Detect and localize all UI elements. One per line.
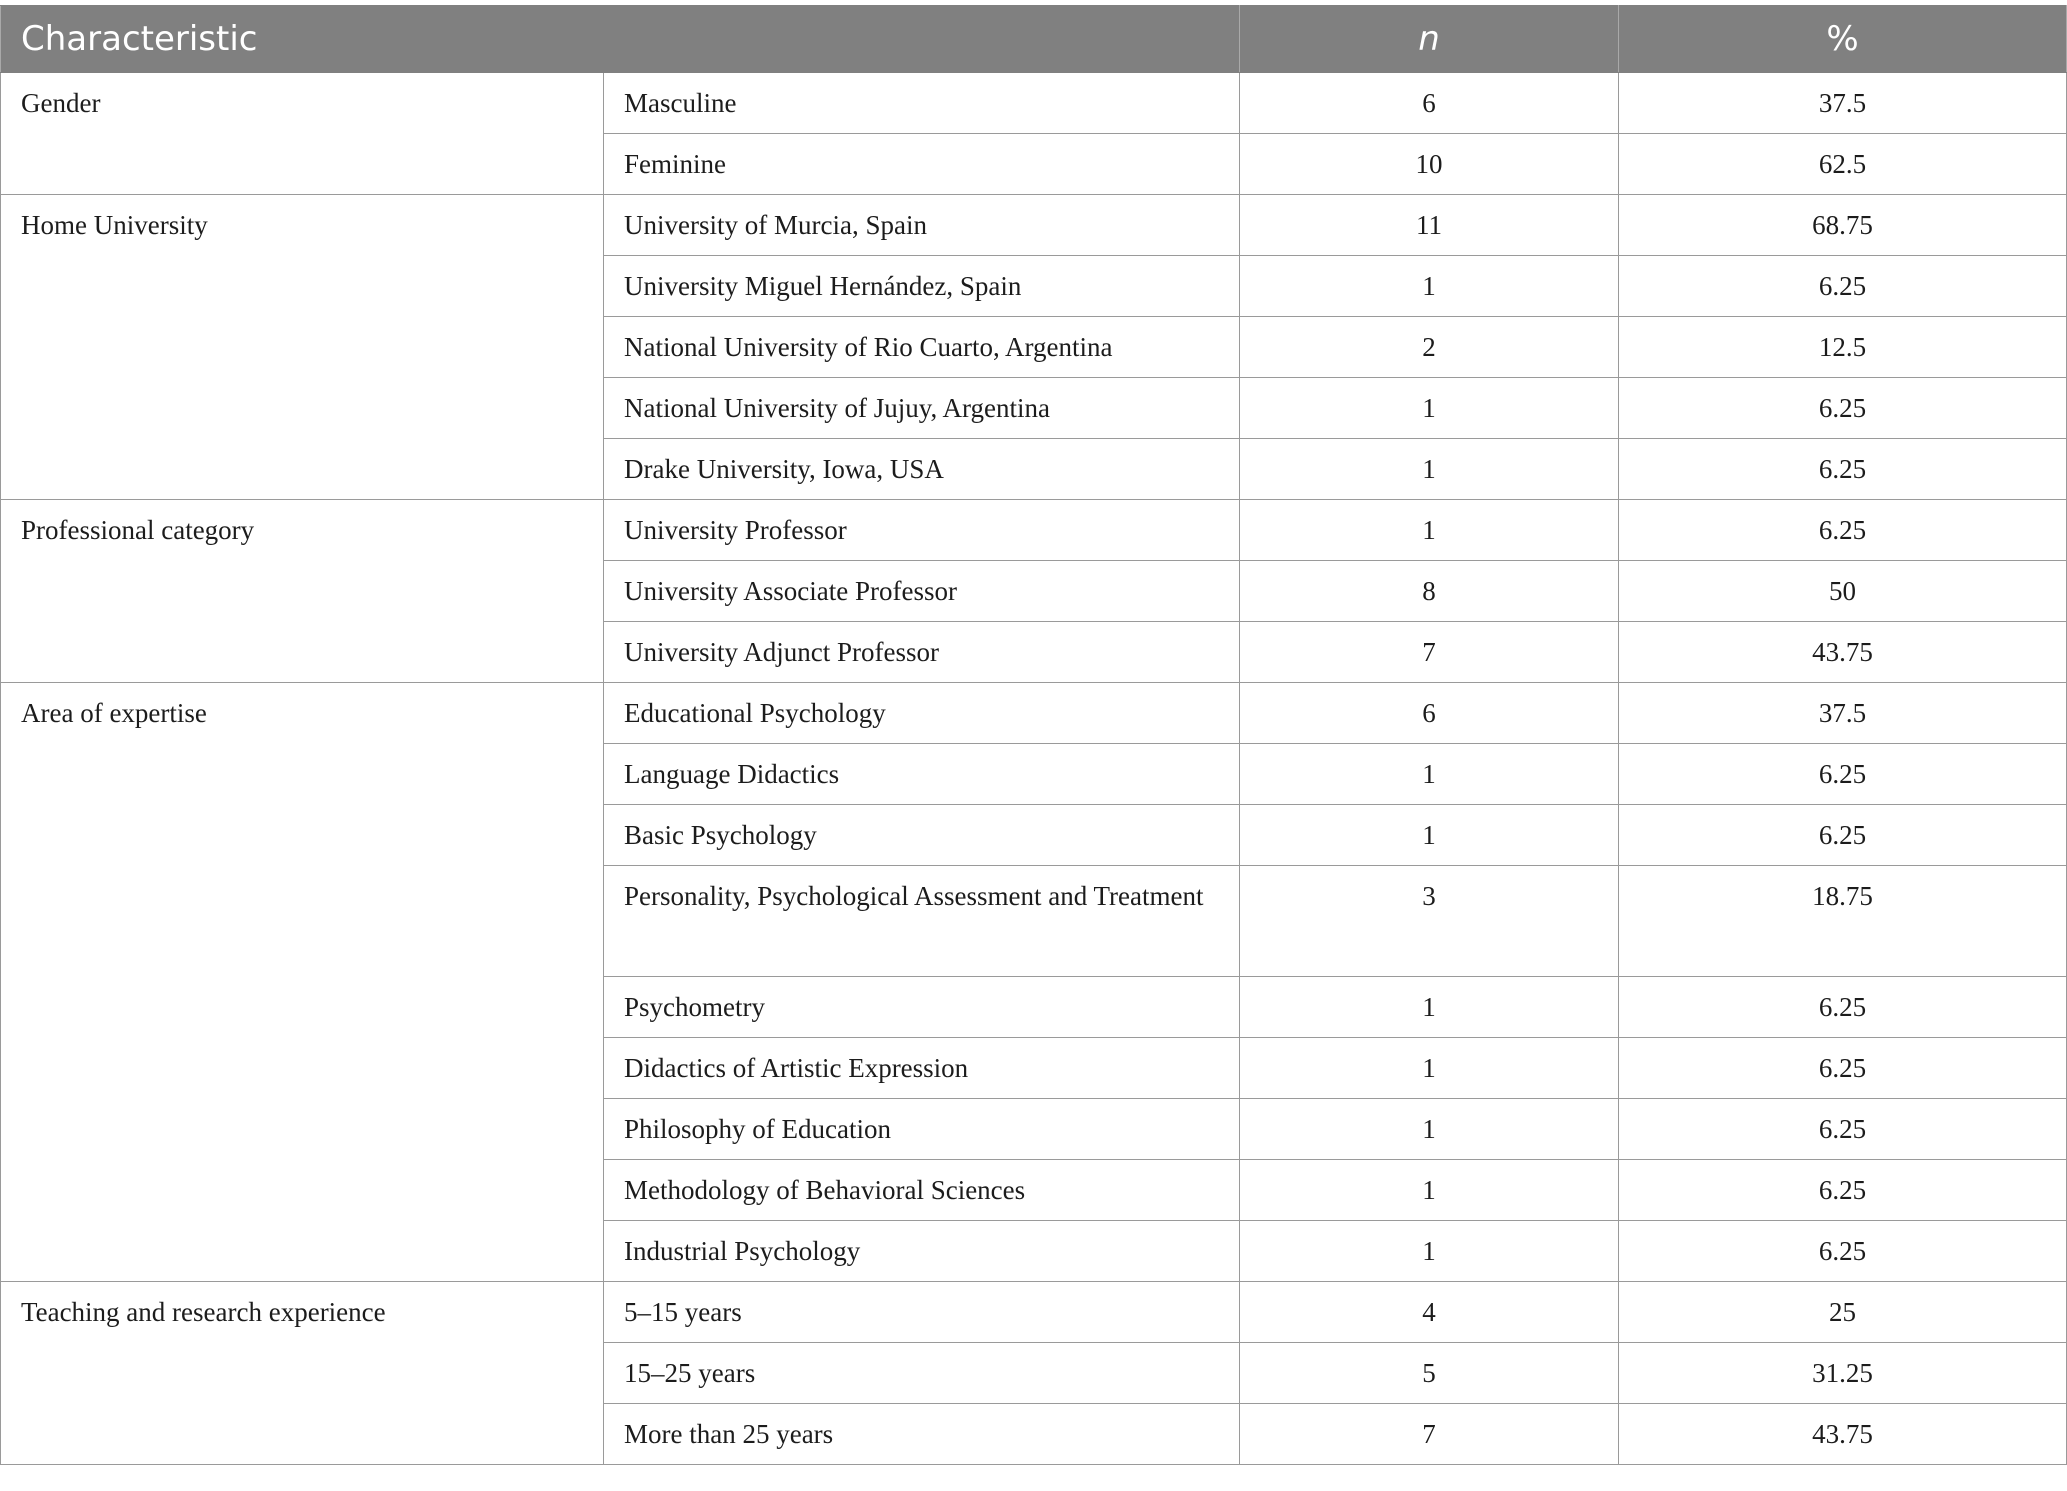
row-n: 1 xyxy=(1240,1038,1619,1099)
row-percent: 62.5 xyxy=(1619,134,2067,195)
row-percent: 31.25 xyxy=(1619,1343,2067,1404)
row-label: 15–25 years xyxy=(604,1343,1240,1404)
category-home-university: Home University xyxy=(1,195,604,500)
row-label: Basic Psychology xyxy=(604,805,1240,866)
row-n: 11 xyxy=(1240,195,1619,256)
row-percent: 6.25 xyxy=(1619,1221,2067,1282)
table-row xyxy=(1,1282,2067,1343)
row-percent: 43.75 xyxy=(1619,1404,2067,1465)
row-percent: 68.75 xyxy=(1619,195,2067,256)
row-n: 1 xyxy=(1240,439,1619,500)
row-n: 1 xyxy=(1240,805,1619,866)
row-label: National University of Rio Cuarto, Argentina xyxy=(604,317,1240,378)
row-label: Drake University, Iowa, USA xyxy=(604,439,1240,500)
row-label: 5–15 years xyxy=(604,1282,1240,1343)
row-percent: 6.25 xyxy=(1619,439,2067,500)
row-label: University Miguel Hernández, Spain xyxy=(604,256,1240,317)
row-label: Personality, Psychological Assessment and Treatment xyxy=(604,866,1240,977)
row-n: 1 xyxy=(1240,744,1619,805)
row-n: 7 xyxy=(1240,622,1619,683)
row-label: University Adjunct Professor xyxy=(604,622,1240,683)
row-n: 1 xyxy=(1240,1099,1619,1160)
row-percent: 6.25 xyxy=(1619,1160,2067,1221)
row-label: Psychometry xyxy=(604,977,1240,1038)
row-n: 1 xyxy=(1240,500,1619,561)
characteristics-table xyxy=(0,5,2067,1465)
row-percent: 6.25 xyxy=(1619,805,2067,866)
row-percent: 6.25 xyxy=(1619,1038,2067,1099)
row-label: Feminine xyxy=(604,134,1240,195)
row-percent: 37.5 xyxy=(1619,73,2067,134)
header-characteristic: Characteristic xyxy=(1,6,1240,73)
category-area-of-expertise: Area of expertise xyxy=(1,683,604,1282)
row-label: University of Murcia, Spain xyxy=(604,195,1240,256)
row-label: More than 25 years xyxy=(604,1404,1240,1465)
row-label: Philosophy of Education xyxy=(604,1099,1240,1160)
row-n: 4 xyxy=(1240,1282,1619,1343)
row-percent: 37.5 xyxy=(1619,683,2067,744)
row-percent: 6.25 xyxy=(1619,1099,2067,1160)
row-n: 7 xyxy=(1240,1404,1619,1465)
row-label: Masculine xyxy=(604,73,1240,134)
row-percent: 18.75 xyxy=(1619,866,2067,977)
row-percent: 6.25 xyxy=(1619,744,2067,805)
row-percent: 6.25 xyxy=(1619,500,2067,561)
row-percent: 6.25 xyxy=(1619,977,2067,1038)
table-body xyxy=(1,73,2067,1465)
row-n: 6 xyxy=(1240,683,1619,744)
row-n: 10 xyxy=(1240,134,1619,195)
row-n: 1 xyxy=(1240,1160,1619,1221)
row-percent: 6.25 xyxy=(1619,378,2067,439)
category-teaching-experience: Teaching and research experience xyxy=(1,1282,604,1465)
header-percent: % xyxy=(1619,6,2067,73)
row-label: Educational Psychology xyxy=(604,683,1240,744)
row-n: 1 xyxy=(1240,1221,1619,1282)
header-row xyxy=(1,6,2067,73)
row-label: Language Didactics xyxy=(604,744,1240,805)
row-n: 1 xyxy=(1240,977,1619,1038)
row-label: Methodology of Behavioral Sciences xyxy=(604,1160,1240,1221)
row-n: 1 xyxy=(1240,256,1619,317)
category-gender: Gender xyxy=(1,73,604,195)
row-label: Didactics of Artistic Expression xyxy=(604,1038,1240,1099)
category-professional: Professional category xyxy=(1,500,604,683)
row-label: Industrial Psychology xyxy=(604,1221,1240,1282)
table-row xyxy=(1,683,2067,744)
row-n: 8 xyxy=(1240,561,1619,622)
row-n: 3 xyxy=(1240,866,1619,977)
header-n: n xyxy=(1240,6,1619,73)
row-n: 1 xyxy=(1240,378,1619,439)
row-label: University Professor xyxy=(604,500,1240,561)
row-n: 2 xyxy=(1240,317,1619,378)
row-percent: 6.25 xyxy=(1619,256,2067,317)
table-row xyxy=(1,73,2067,134)
row-label: University Associate Professor xyxy=(604,561,1240,622)
table-header xyxy=(1,6,2067,73)
table-row xyxy=(1,195,2067,256)
row-percent: 12.5 xyxy=(1619,317,2067,378)
row-percent: 43.75 xyxy=(1619,622,2067,683)
row-percent: 25 xyxy=(1619,1282,2067,1343)
table-row xyxy=(1,500,2067,561)
row-n: 5 xyxy=(1240,1343,1619,1404)
row-n: 6 xyxy=(1240,73,1619,134)
row-label: National University of Jujuy, Argentina xyxy=(604,378,1240,439)
row-percent: 50 xyxy=(1619,561,2067,622)
